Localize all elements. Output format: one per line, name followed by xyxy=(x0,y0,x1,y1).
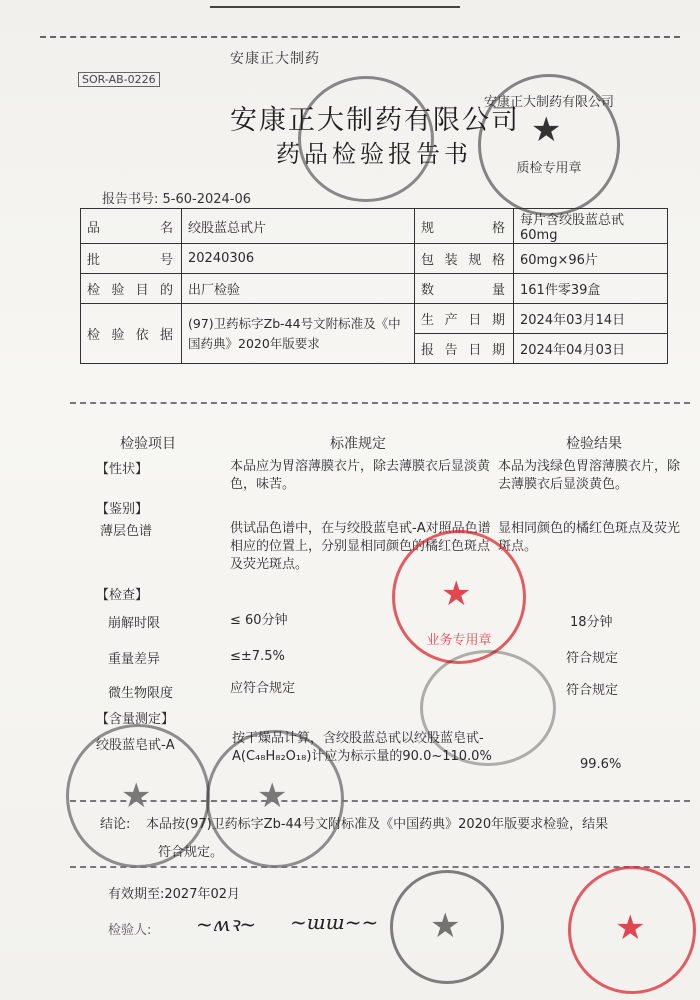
table-row xyxy=(81,304,668,334)
product-label: 品名 xyxy=(81,209,182,244)
disintegration-standard: ≤ 60分钟 xyxy=(230,613,288,628)
distributor-bottom-stamp xyxy=(390,870,504,984)
purpose-value: 出厂检验 xyxy=(182,274,415,304)
divider xyxy=(70,866,690,868)
report-number xyxy=(102,188,251,207)
prod-date-value: 2024年03月14日 xyxy=(514,304,668,334)
traits-result: 本品为浅绿色胃溶薄膜衣片，除去薄膜衣后显淡黄色。 xyxy=(498,459,681,492)
microbial-standard: 应符合规定 xyxy=(230,681,296,696)
company-name: 安康正大制药有限公司 xyxy=(230,105,520,136)
column-standard-header: 标准规定 xyxy=(330,436,386,452)
conclusion-text-2: 符合规定。 xyxy=(158,845,224,860)
expiry-date: 有效期至:2027年02月 xyxy=(108,887,241,902)
package-value: 60mg×96片 xyxy=(514,244,668,274)
faint-stamp xyxy=(420,650,556,766)
purpose-label: 检验目的 xyxy=(81,274,182,304)
quantity-label: 数量 xyxy=(415,274,514,304)
table-row xyxy=(81,274,668,304)
disintegration-item: 崩解时限 xyxy=(108,616,161,631)
report-date-label: 报告日期 xyxy=(415,334,514,364)
microbial-result: 符合规定 xyxy=(566,683,619,698)
divider xyxy=(70,800,690,802)
product-value: 绞股蓝总甙片 xyxy=(182,209,415,244)
business-stamp xyxy=(392,530,526,664)
package-label: 包装规格 xyxy=(415,244,514,274)
tlc-standard: 供试品色谱中，在与绞股蓝皂甙-A对照品色谱相应的位置上，分别显相同颜色的橘红色斑点及荧光斑点。 xyxy=(230,521,491,572)
info-table xyxy=(80,208,668,364)
section-traits: 【性状】 xyxy=(96,462,149,477)
report-date-value: 2024年04月03日 xyxy=(514,334,668,364)
report-number-label: 报告书号: xyxy=(102,192,159,207)
company-stamp xyxy=(298,76,434,202)
microbial-item: 微生物限度 xyxy=(108,686,174,701)
star-icon: ★ xyxy=(615,908,646,948)
distributor-qc-stamp xyxy=(206,730,344,868)
star-icon: ★ xyxy=(121,776,152,816)
section-check: 【检查】 xyxy=(96,588,149,603)
assay-result: 99.6% xyxy=(580,757,622,772)
document-title: 药品检验报告书 xyxy=(276,140,472,168)
stamp-business-text: 业务专用章 xyxy=(426,633,492,648)
column-result-header: 检验结果 xyxy=(566,436,622,452)
batch-value: 20240306 xyxy=(182,244,415,274)
weight-item: 重量差异 xyxy=(108,652,161,667)
basis-value: (97)卫药标字Zb-44号文附标准及《中国药典》2020年版要求 xyxy=(182,304,415,364)
table-row xyxy=(81,244,668,274)
basis-label: 检验依据 xyxy=(81,304,182,364)
divider xyxy=(70,402,690,404)
company-qc-stamp xyxy=(478,74,620,216)
report-number-value: 5-60-2024-06 xyxy=(162,192,252,207)
top-rule xyxy=(210,0,460,8)
conclusion-text: 本品按(97)卫药标字Zb-44号文附标准及《中国药典》2020年版要求检验，结果 xyxy=(146,817,609,832)
stamp-company-text: 安康正大制药有限公司 xyxy=(483,95,614,110)
weight-result: 符合规定 xyxy=(566,651,619,666)
stamp-qc-text: 质检专用章 xyxy=(516,161,582,176)
tlc-item: 薄层色谱 xyxy=(100,524,153,539)
quantity-value: 161件零39盒 xyxy=(514,274,668,304)
prod-date-label: 生产日期 xyxy=(415,304,514,334)
conclusion-label: 结论: xyxy=(100,817,131,832)
tlc-result: 显相同颜色的橘红色斑点及荧光斑点。 xyxy=(498,521,681,554)
spec-label: 规格 xyxy=(415,209,514,244)
star-icon: ★ xyxy=(257,776,288,816)
table-row xyxy=(81,209,668,244)
assay-item: 绞股蓝皂甙-A xyxy=(96,738,175,753)
red-bottom-stamp xyxy=(568,866,696,994)
weight-standard: ≤±7.5% xyxy=(230,649,285,664)
header-rule xyxy=(40,36,680,38)
signers-label: 检验人: xyxy=(108,923,152,938)
section-assay: 【含量测定】 xyxy=(96,712,175,727)
column-item-header: 检验项目 xyxy=(120,436,176,452)
star-icon: ★ xyxy=(430,906,461,946)
traits-standard: 本品应为胃溶薄膜衣片，除去薄膜衣后显淡黄色，味苦。 xyxy=(230,459,491,492)
header-note: 安康正大制药 xyxy=(230,51,320,67)
star-icon: ★ xyxy=(441,574,472,614)
signature-1: ~ʍꝛ~ xyxy=(196,912,257,936)
signature-2: ~ɯɯ~~ xyxy=(290,910,379,934)
assay-standard: 按干燥品计算，含绞股蓝总甙以绞股蓝皂甙-A(C₄₈H₈₂O₁₈)计应为标示量的90.0~110.0% xyxy=(232,731,492,764)
star-icon: ★ xyxy=(531,110,562,150)
section-identification: 【鉴别】 xyxy=(96,502,149,517)
batch-label: 批号 xyxy=(81,244,182,274)
document-code: SOR-AB-0226 xyxy=(78,72,160,87)
disintegration-result: 18分钟 xyxy=(570,615,613,630)
spec-value: 每片含绞股蓝总甙60mg xyxy=(514,209,668,244)
